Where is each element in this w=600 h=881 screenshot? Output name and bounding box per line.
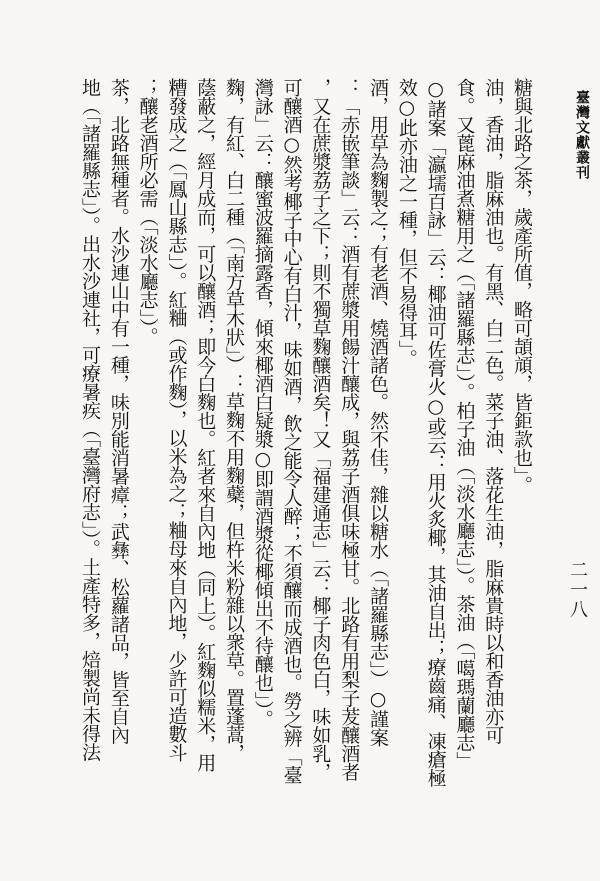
text-column-13: 糟發成之（「鳳山縣志」）。紅粬（或作麴），以米為之；粬母來自內地，少許可造數斗 [165,78,188,762]
page-number: 二一八 [567,560,588,620]
text-column-4: ○諸案「瀛壖百詠」云：椰油可佐膏火○或云：用火炙椰，其油自出；療齒痛、凍瘡極 [424,78,447,787]
text-column-10: 灣詠」云：釀蜜波羅摘露香，傾來椰酒白疑漿○即謂酒漿從椰傾出不待釀也」）。 [251,78,274,728]
text-column-2: 油，香油，脂麻油也。有黑、白二色。菜子油、落花生油，脂麻貴時以和香油亦可 [482,78,505,744]
text-column-9: 可釀酒○然考椰子中心有白汁，味如酒，飲之能令人醉；不須釀而成酒也。勞之辨「臺 [280,78,303,784]
text-column-1: 糖與北路之茶，歲產所值，略可頡頏，皆鉅款也」。 [511,78,533,494]
text-column-7: ：「赤嵌筆談」云：酒有蔗漿用餳汁釀成，與荔子酒俱味極甘。北路有用梨子茇釀酒者 [338,78,361,781]
text-column-12: 蔭蔽之，經月成而，可以釀酒；即今白麴也。紅者來自內地（同上）。紅麴似糯米，用 [194,78,217,772]
text-column-3: 食。又蓖麻油煮糖用之（「諸羅縣志」）。柏子油（「淡水廳志」）。茶油（「噶瑪蘭廳志」 [453,78,476,770]
text-column-15: 茶，北路無種者。水沙連山中有一種，味別能消暑瘴；武彝、松蘿諸品，皆至自內 [107,78,130,744]
text-column-16: 地（「諸羅縣志」）。出水沙連社，可療暑疾（「臺灣府志」）。土產特多，焙製尚未得法 [79,78,102,761]
running-header: 臺灣文獻叢刊 [574,90,590,180]
text-column-8: ，又在蔗漿荔子之下；則不獨草麴釀酒矣！又「福建通志」云：椰子肉色白，味如乳， [309,78,332,781]
text-column-6: 酒，用草為麴製之；有老酒、燒酒諸色。然不佳，雜以糖水（「諸羅縣志」）○謹案 [367,78,390,747]
text-column-14: ；釀老酒所必需（「淡水廳志」）。 [136,78,159,346]
text-block [18,78,536,838]
text-column-5: 效○此亦油之一種，但不易得耳」。 [395,78,418,368]
text-column-11: 麴，有紅、白二種（「南方草木狀」）：草麴不用麴蘗，但杵米粉雜以衆草。置蓬蒿， [223,78,246,762]
